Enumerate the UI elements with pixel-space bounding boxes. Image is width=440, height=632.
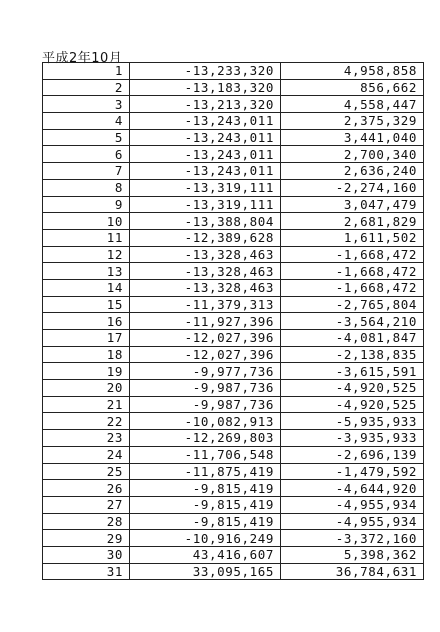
value-b-cell: -3,615,591 bbox=[281, 363, 424, 380]
value-a-cell: -13,233,320 bbox=[130, 63, 281, 80]
table-row bbox=[43, 179, 424, 196]
day-cell: 18 bbox=[43, 346, 130, 363]
value-b-cell: -5,935,933 bbox=[281, 413, 424, 430]
day-cell: 29 bbox=[43, 530, 130, 547]
table-row bbox=[43, 96, 424, 113]
value-a-cell: -13,328,463 bbox=[130, 279, 281, 296]
value-b-cell: 2,681,829 bbox=[281, 213, 424, 230]
value-a-cell: -13,243,011 bbox=[130, 163, 281, 180]
day-cell: 11 bbox=[43, 229, 130, 246]
day-cell: 10 bbox=[43, 213, 130, 230]
value-a-cell: 33,095,165 bbox=[130, 563, 281, 580]
day-cell: 14 bbox=[43, 279, 130, 296]
day-cell: 23 bbox=[43, 430, 130, 447]
day-cell: 2 bbox=[43, 79, 130, 96]
value-b-cell: -1,479,592 bbox=[281, 463, 424, 480]
table-row bbox=[43, 496, 424, 513]
day-cell: 4 bbox=[43, 113, 130, 130]
table-row bbox=[43, 480, 424, 497]
table-row bbox=[43, 163, 424, 180]
table-row bbox=[43, 446, 424, 463]
value-a-cell: -10,916,249 bbox=[130, 530, 281, 547]
value-a-cell: 43,416,607 bbox=[130, 546, 281, 563]
value-b-cell: -2,765,804 bbox=[281, 296, 424, 313]
value-a-cell: -13,328,463 bbox=[130, 263, 281, 280]
day-cell: 13 bbox=[43, 263, 130, 280]
table-row bbox=[43, 229, 424, 246]
day-cell: 28 bbox=[43, 513, 130, 530]
day-cell: 19 bbox=[43, 363, 130, 380]
value-b-cell: -1,668,472 bbox=[281, 246, 424, 263]
value-a-cell: -9,987,736 bbox=[130, 380, 281, 397]
table-row bbox=[43, 563, 424, 580]
table-row bbox=[43, 413, 424, 430]
value-a-cell: -9,815,419 bbox=[130, 513, 281, 530]
value-a-cell: -13,319,111 bbox=[130, 196, 281, 213]
table-row bbox=[43, 513, 424, 530]
value-b-cell: 2,375,329 bbox=[281, 113, 424, 130]
day-cell: 31 bbox=[43, 563, 130, 580]
day-cell: 30 bbox=[43, 546, 130, 563]
value-b-cell: 36,784,631 bbox=[281, 563, 424, 580]
value-b-cell: -3,935,933 bbox=[281, 430, 424, 447]
day-cell: 15 bbox=[43, 296, 130, 313]
value-b-cell: 3,441,040 bbox=[281, 129, 424, 146]
table-row bbox=[43, 113, 424, 130]
day-cell: 25 bbox=[43, 463, 130, 480]
value-b-cell: -2,696,139 bbox=[281, 446, 424, 463]
value-b-cell: -1,668,472 bbox=[281, 263, 424, 280]
value-b-cell: -4,955,934 bbox=[281, 496, 424, 513]
day-cell: 26 bbox=[43, 480, 130, 497]
value-b-cell: 1,611,502 bbox=[281, 229, 424, 246]
table-row bbox=[43, 196, 424, 213]
table-row bbox=[43, 396, 424, 413]
value-a-cell: -11,875,419 bbox=[130, 463, 281, 480]
day-cell: 16 bbox=[43, 313, 130, 330]
table-row bbox=[43, 463, 424, 480]
value-a-cell: -12,027,396 bbox=[130, 330, 281, 347]
value-a-cell: -11,379,313 bbox=[130, 296, 281, 313]
value-b-cell: 4,958,858 bbox=[281, 63, 424, 80]
value-b-cell: -4,920,525 bbox=[281, 396, 424, 413]
value-a-cell: -12,389,628 bbox=[130, 229, 281, 246]
value-a-cell: -12,027,396 bbox=[130, 346, 281, 363]
table-row bbox=[43, 246, 424, 263]
table-row bbox=[43, 129, 424, 146]
table-row bbox=[43, 279, 424, 296]
value-a-cell: -9,815,419 bbox=[130, 496, 281, 513]
day-cell: 27 bbox=[43, 496, 130, 513]
value-a-cell: -13,243,011 bbox=[130, 146, 281, 163]
day-cell: 22 bbox=[43, 413, 130, 430]
page-title: 平成2年10月 bbox=[42, 51, 123, 66]
value-b-cell: 4,558,447 bbox=[281, 96, 424, 113]
value-a-cell: -13,388,804 bbox=[130, 213, 281, 230]
value-b-cell: -4,081,847 bbox=[281, 330, 424, 347]
day-cell: 7 bbox=[43, 163, 130, 180]
value-b-cell: 5,398,362 bbox=[281, 546, 424, 563]
day-cell: 24 bbox=[43, 446, 130, 463]
value-a-cell: -13,183,320 bbox=[130, 79, 281, 96]
table-row bbox=[43, 146, 424, 163]
value-a-cell: -13,243,011 bbox=[130, 113, 281, 130]
day-cell: 3 bbox=[43, 96, 130, 113]
value-a-cell: -10,082,913 bbox=[130, 413, 281, 430]
table-row bbox=[43, 296, 424, 313]
value-a-cell: -11,927,396 bbox=[130, 313, 281, 330]
day-cell: 8 bbox=[43, 179, 130, 196]
value-b-cell: -2,274,160 bbox=[281, 179, 424, 196]
table-row bbox=[43, 346, 424, 363]
value-a-cell: -13,243,011 bbox=[130, 129, 281, 146]
day-cell: 1 bbox=[43, 63, 130, 80]
value-b-cell: -3,372,160 bbox=[281, 530, 424, 547]
table-row bbox=[43, 63, 424, 80]
value-a-cell: -13,328,463 bbox=[130, 246, 281, 263]
value-b-cell: 2,700,340 bbox=[281, 146, 424, 163]
day-cell: 12 bbox=[43, 246, 130, 263]
value-b-cell: 3,047,479 bbox=[281, 196, 424, 213]
day-cell: 20 bbox=[43, 380, 130, 397]
day-cell: 9 bbox=[43, 196, 130, 213]
value-b-cell: -1,668,472 bbox=[281, 279, 424, 296]
table-row bbox=[43, 263, 424, 280]
table-row bbox=[43, 313, 424, 330]
value-b-cell: 856,662 bbox=[281, 79, 424, 96]
table-row bbox=[43, 546, 424, 563]
value-a-cell: -13,213,320 bbox=[130, 96, 281, 113]
day-cell: 5 bbox=[43, 129, 130, 146]
day-cell: 6 bbox=[43, 146, 130, 163]
day-cell: 21 bbox=[43, 396, 130, 413]
value-a-cell: -12,269,803 bbox=[130, 430, 281, 447]
table-row bbox=[43, 363, 424, 380]
value-b-cell: -2,138,835 bbox=[281, 346, 424, 363]
table-row bbox=[43, 430, 424, 447]
value-a-cell: -9,987,736 bbox=[130, 396, 281, 413]
table-row bbox=[43, 380, 424, 397]
value-b-cell: -4,955,934 bbox=[281, 513, 424, 530]
day-cell: 17 bbox=[43, 330, 130, 347]
value-b-cell: -4,644,920 bbox=[281, 480, 424, 497]
value-a-cell: -11,706,548 bbox=[130, 446, 281, 463]
table-row bbox=[43, 530, 424, 547]
table-row bbox=[43, 79, 424, 96]
table-row bbox=[43, 330, 424, 347]
value-a-cell: -9,977,736 bbox=[130, 363, 281, 380]
ledger-body bbox=[43, 63, 424, 580]
value-b-cell: -4,920,525 bbox=[281, 380, 424, 397]
value-a-cell: -9,815,419 bbox=[130, 480, 281, 497]
value-a-cell: -13,319,111 bbox=[130, 179, 281, 196]
table-row bbox=[43, 213, 424, 230]
value-b-cell: 2,636,240 bbox=[281, 163, 424, 180]
value-b-cell: -3,564,210 bbox=[281, 313, 424, 330]
ledger-table bbox=[42, 62, 424, 580]
